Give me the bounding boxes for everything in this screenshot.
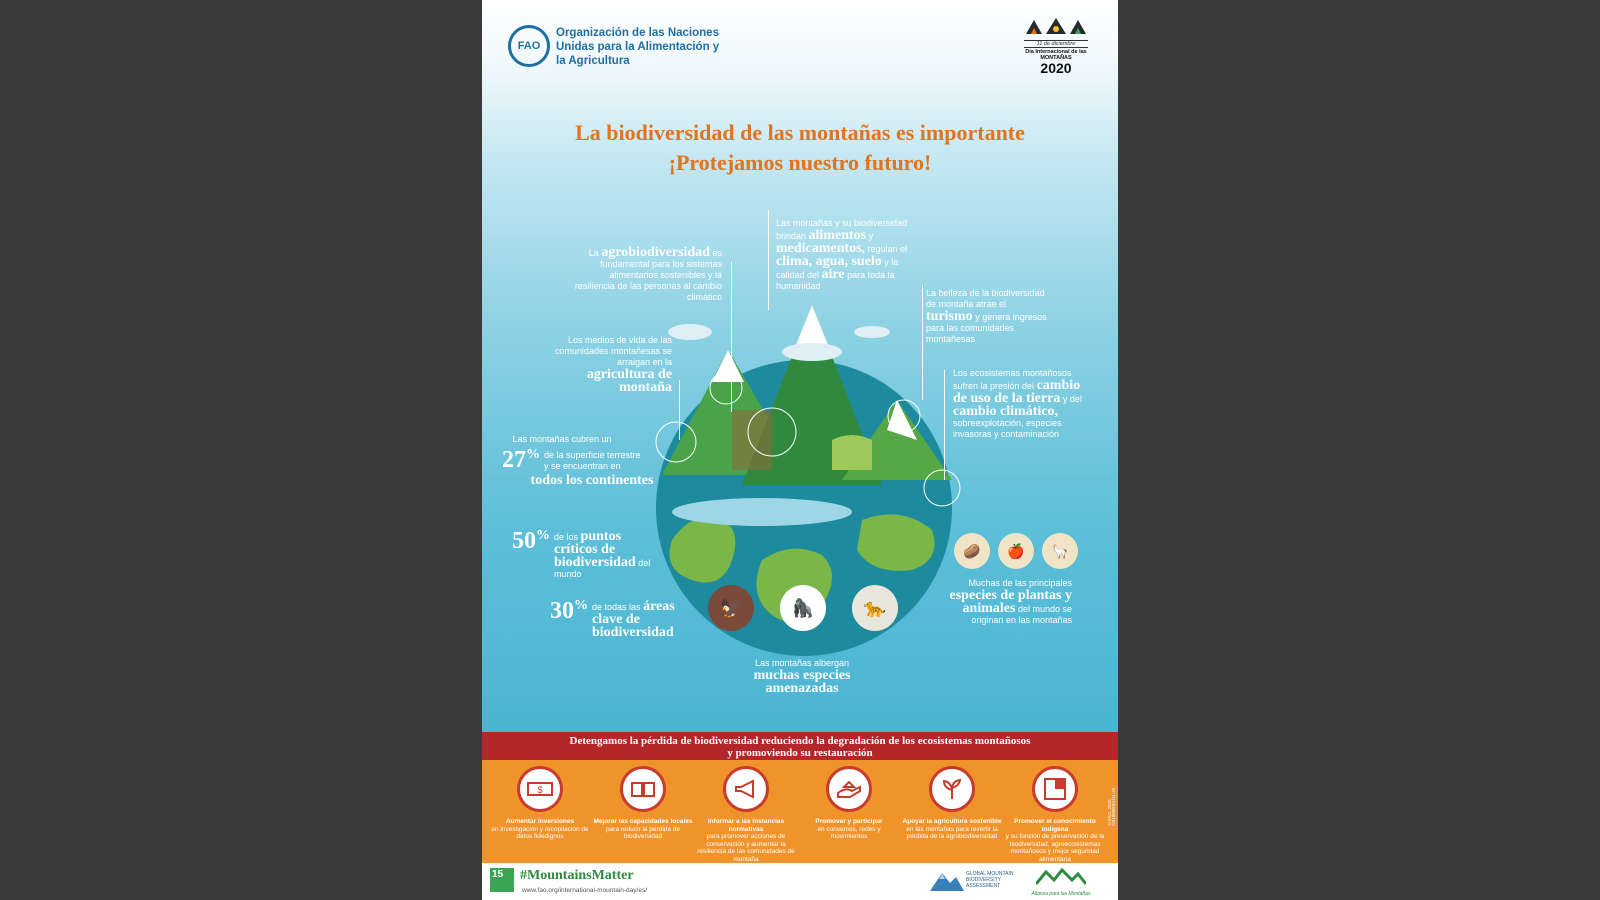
potato-badge: 🥔	[954, 533, 990, 569]
llama-badge: 🦙	[1042, 533, 1078, 569]
fact-land-use-change: Los ecosistemas montañosos sufren la presión del cambio de uso de la tierra y del cambio climático, sobreexplotación, especies invasoras y contaminación	[953, 368, 1082, 439]
plant-icon	[929, 766, 975, 812]
cloud	[668, 324, 712, 340]
megaphone-icon	[723, 766, 769, 812]
fact-coverage	[502, 434, 654, 488]
action-participate: Promover y participar en convenios, redes y movimientos	[799, 766, 899, 841]
hand-icon	[826, 766, 872, 812]
side-code: ©FAO, 2020 CB1960ES/1/11.20	[1107, 787, 1116, 826]
apple-badge: 🍎	[998, 533, 1034, 569]
event-date: 11 de diciembre	[1024, 40, 1088, 48]
action-investment: $ Aumentar inversiones en investigación y recopilación de datos fidedignos	[490, 766, 590, 841]
fact-agrobiodiversity: La agrobiodiversidad es fundamental para los sistemas alimentarios sostenibles y la resiliencia de las personas al cambio climático	[574, 245, 722, 302]
gmba-logo	[930, 869, 1014, 891]
fact-food-medicine: Las montañas y su biodiversidad brindan alimentos y medicamentos, regulan el clima, agua, suelo y la calidad del aire para toda la humanidad	[776, 218, 908, 291]
footer	[482, 863, 1118, 900]
mountain-partnership-icon	[1036, 866, 1086, 886]
gmba-text: GLOBAL MOUNTAIN BIODIVERSITY ASSESSMENT	[966, 871, 1014, 889]
fact-hotspots: 50% de los puntos críticos de biodiversidad del mundo	[512, 528, 651, 579]
fao-logo-letters: FAO	[517, 40, 541, 52]
fact-livelihood: Los medios de vida de las comunidades montañesas se arraigan en la agricultura de montaña	[554, 335, 672, 395]
condor-badge: 🦅	[708, 585, 754, 631]
lake	[672, 498, 852, 526]
page-title: La biodiversidad de las montañas es importante	[575, 120, 1025, 145]
poster	[482, 0, 1118, 900]
book-icon	[620, 766, 666, 812]
connector-line	[731, 262, 732, 412]
connector-line	[922, 285, 923, 400]
key-areas-percent: 30%	[550, 598, 588, 624]
action-inform-policy: Informar a las instancias normativas para promover acciones de conservación y aumentar la resiliencia de las comunidades de montaña	[696, 766, 796, 863]
coverage-percent: 27%	[502, 447, 540, 473]
gorilla-badge: 🦍	[780, 585, 826, 631]
snow-leopard-badge: 🐆	[852, 585, 898, 631]
sdg-15-badge: 15	[490, 868, 514, 892]
connector-line	[679, 380, 680, 440]
mountain-partnership-logo	[1028, 866, 1094, 897]
event-logo	[1024, 18, 1088, 75]
band-line-1: Detengamos la pérdida de biodiversidad reduciendo la degradación de los ecosistemas montañosos	[569, 735, 1031, 747]
page-subtitle: ¡Protejamos nuestro futuro!	[668, 150, 932, 175]
connector-line	[944, 370, 945, 480]
svg-text:$: $	[537, 785, 543, 795]
coverage-intro: Las montañas cubren un	[512, 434, 612, 444]
gmba-mountain-icon	[930, 869, 964, 891]
connector-line	[768, 210, 769, 310]
money-icon	[517, 766, 563, 812]
band-line-2: y promoviendo su restauración	[727, 747, 873, 759]
fao-name: Organización de las Naciones Unidas para la Alimentación y la Agricultura	[556, 27, 720, 67]
website-link[interactable]: www.fao.org/international-mountain-day/es/	[522, 887, 648, 894]
mountain-partnership-text: Alianza para las Montañas	[1031, 891, 1091, 897]
hotspots-percent: 50%	[512, 528, 550, 554]
coverage-desc: de la superficie terrestre y se encuentran en	[544, 449, 641, 471]
event-year: 2020	[1040, 60, 1072, 76]
actions-band	[482, 760, 1118, 863]
action-local-capacity: Mejorar las capacidades locales para reducir la pérdida de biodiversidad	[593, 766, 693, 841]
fact-threatened-species: Las montañas albergan muchas especies amenazadas	[753, 658, 851, 696]
fact-tourism: La belleza de la biodiversidad de montaña atrae el turismo y genera ingresos para las comunidades montañesas	[926, 288, 1047, 344]
action-indigenous-knowledge: Promover el conocimiento indígena y su función de preservación de la biodiversidad, agroecosistemas montañosos y mejor seguridad alimentaria	[1005, 766, 1105, 863]
event-name: Día Internacional de las MONTAÑAS	[1025, 49, 1087, 61]
coverage-highlight: todos los continentes	[530, 473, 654, 488]
action-sustainable-agriculture: Apoyar la agricultura sostenible en las montañas para revertir la pérdida de la agrobiodiversidad	[902, 766, 1002, 841]
hashtag: #MountainsMatter	[520, 868, 634, 883]
fact-species-origin: Muchas de las principales especies de plantas y animales del mundo se originan en las montañas	[949, 578, 1072, 625]
puzzle-icon	[1032, 766, 1078, 812]
mountain-triangles-icon	[1026, 18, 1086, 34]
fao-logo	[508, 25, 550, 67]
fact-key-areas: 30% de todas las áreas clave de biodiversidad	[550, 598, 675, 640]
call-to-action-band	[482, 732, 1118, 760]
